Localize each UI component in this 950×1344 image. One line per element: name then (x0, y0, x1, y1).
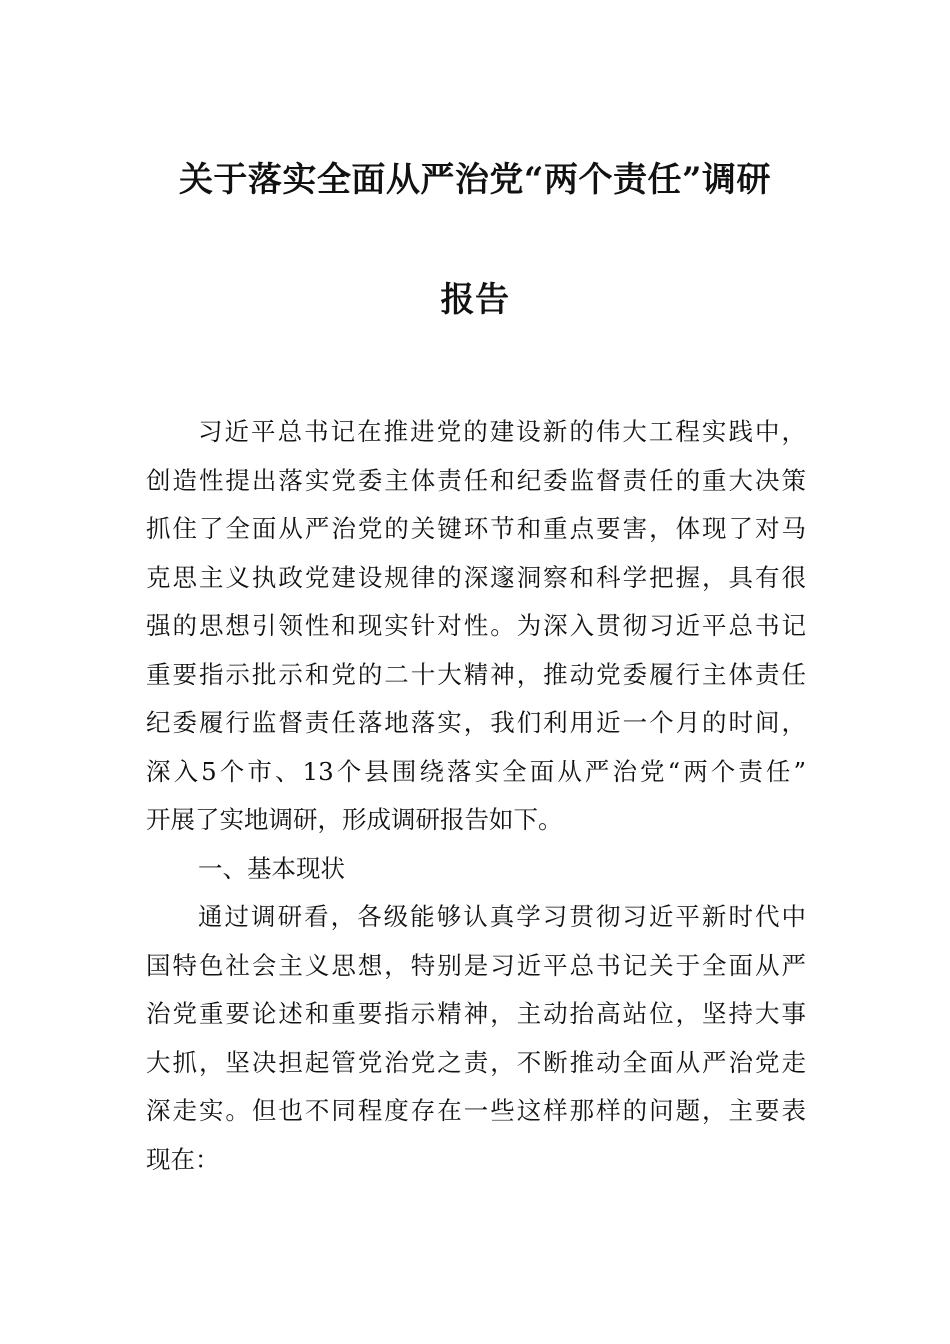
document-title-line-2: 报告 (440, 280, 510, 320)
paragraph-line: 深入5个市、13个县围绕落实全面从严治党“两个责任” (146, 756, 806, 786)
paragraph-line: 深走实。但也不同程度存在一些这样那样的问题，主要表 (146, 1096, 806, 1125)
paragraph-line: 创造性提出落实党委主体责任和纪委监督责任的重大决策 (146, 465, 806, 495)
paragraph-line: 重要指示批示和党的二十大精神，推动党委履行主体责任 (146, 659, 806, 689)
document-title-line-1: 关于落实全面从严治党“两个责任”调研 (178, 160, 772, 200)
paragraph-intro (146, 408, 806, 845)
paragraph-line: 克思主义执政党建设规律的深邃洞察和科学把握，具有很 (146, 562, 806, 592)
paragraph-line: 开展了实地调研，形成调研报告如下。 (146, 805, 563, 834)
paragraph-line: 纪委履行监督责任落地落实，我们利用近一个月的时间， (146, 708, 806, 737)
paragraph-line: 现在： (146, 1144, 220, 1174)
paragraph-basic-status (146, 893, 806, 1184)
paragraph-line: 国特色社会主义思想，特别是习近平总书记关于全面从严 (146, 950, 806, 980)
paragraph-line: 通过调研看，各级能够认真学习贯彻习近平新时代中 (198, 902, 806, 931)
paragraph-line: 强的思想引领性和现实针对性。为深入贯彻习近平总书记 (146, 611, 806, 640)
section-heading: 一、基本现状 (198, 853, 345, 883)
paragraph-line: 治党重要论述和重要指示精神，主动抬高站位，坚持大事 (146, 999, 806, 1028)
paragraph-line: 习近平总书记在推进党的建设新的伟大工程实践中， (198, 417, 806, 446)
paragraph-line: 抓住了全面从严治党的关键环节和重点要害，体现了对马 (146, 514, 806, 543)
document-body (146, 408, 806, 1184)
paragraph-line: 大抓，坚决担起管党治党之责，不断推动全面从严治党走 (146, 1047, 806, 1077)
